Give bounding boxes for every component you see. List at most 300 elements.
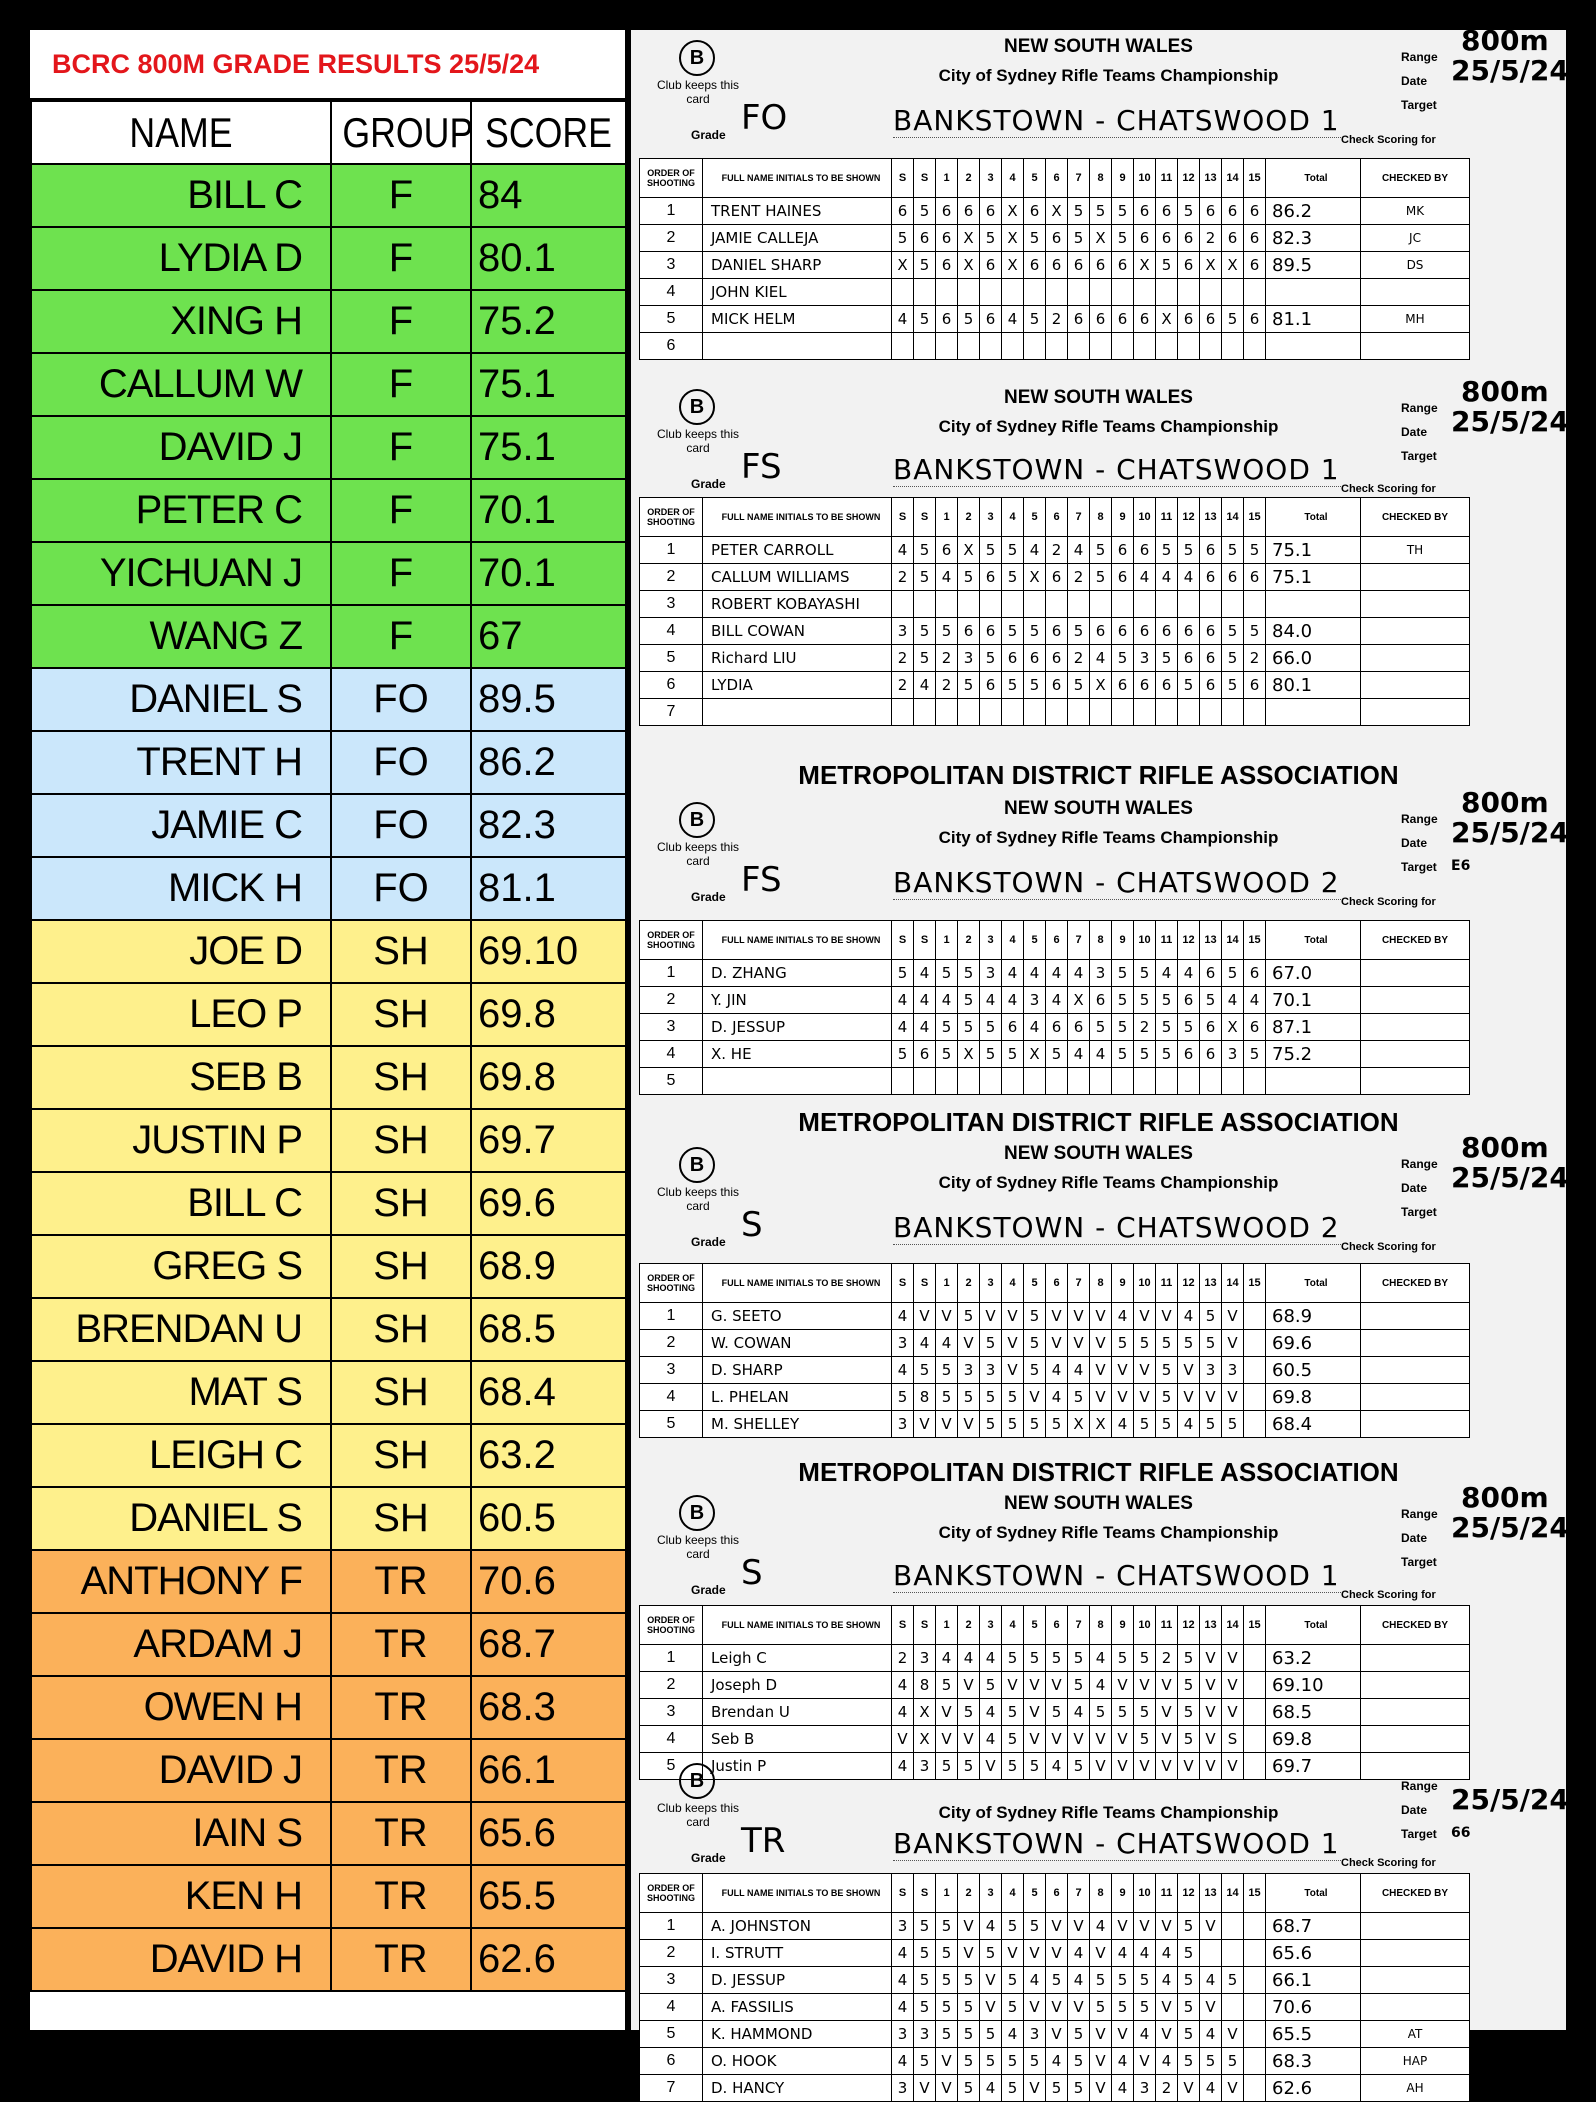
shooter-row [640,2048,1470,2075]
shot-score: 5 [1178,1330,1200,1357]
shot-score: 4 [1068,1357,1090,1384]
shot-score: 5 [1002,2048,1024,2075]
checked-by [1361,1068,1470,1095]
shot-score: X [1090,225,1112,252]
target-value: E6 [1451,858,1471,874]
shot-score: 4 [892,987,914,1014]
shot-score: 5 [1090,198,1112,225]
shot-score [1244,2075,1266,2102]
shot-score: 4 [936,1330,958,1357]
shooter-total: 65.5 [1266,2021,1361,2048]
shooter-order: 2 [640,225,703,252]
shot-score: 5 [1024,2048,1046,2075]
checked-by [1361,1753,1470,1780]
shooter-order: 3 [640,1699,703,1726]
shot-score [958,1068,980,1095]
shot-score: X [1002,225,1024,252]
col-shot: 4 [1002,498,1024,537]
col-shot: S [892,1264,914,1303]
shot-score: V [1068,1726,1090,1753]
shot-score [1046,1068,1068,1095]
shot-score [1046,699,1068,726]
check-scoring-label: Check Scoring for [1341,1241,1436,1253]
shot-score: 5 [1156,645,1178,672]
shot-score: V [1222,2021,1244,2048]
shot-score: 5 [1002,1913,1024,1940]
shot-score: X [958,537,980,564]
result-score: 81.1 [471,857,626,920]
shot-score: 5 [958,2075,980,2102]
result-name: LEIGH C [31,1424,331,1487]
shot-score: X [1156,306,1178,333]
shot-score: 4 [914,1014,936,1041]
grade-label: Grade [691,1235,726,1249]
shot-score: 5 [892,960,914,987]
shot-score [1068,333,1090,360]
shot-score: 6 [1046,225,1068,252]
shooter-row [640,699,1470,726]
score-header-row [640,921,1470,960]
shot-score: V [1156,1303,1178,1330]
result-group: SH [331,1361,471,1424]
state-title: NEW SOUTH WALES [1004,1493,1193,1514]
col-shot: 8 [1090,921,1112,960]
shot-score: V [1090,1357,1112,1384]
shooter-row [640,1384,1470,1411]
shot-score: 4 [892,537,914,564]
shot-score: X [1222,252,1244,279]
shot-score: 3 [1222,1357,1244,1384]
shot-score: 5 [936,1967,958,1994]
shot-score: 4 [1134,564,1156,591]
checked-by [1361,591,1470,618]
shot-score: 6 [1112,252,1134,279]
shot-score [1222,1068,1244,1095]
result-row [31,1298,626,1361]
col-order: ORDER OF SHOOTING [640,1606,703,1645]
shot-score: 5 [1178,2021,1200,2048]
shot-score: 5 [936,1357,958,1384]
shot-score [1244,2048,1266,2075]
shot-score [1002,279,1024,306]
checked-by [1361,1357,1470,1384]
checked-by: AH [1361,2075,1470,2102]
shot-score [1068,699,1090,726]
col-shot: 2 [958,159,980,198]
shot-score: 6 [1134,618,1156,645]
shot-score: 4 [1046,987,1068,1014]
shot-score: 4 [1156,960,1178,987]
col-shot: 12 [1178,1874,1200,1913]
score-header-row [640,1264,1470,1303]
shot-score: 5 [914,1913,936,1940]
shot-score: 4 [980,1726,1002,1753]
shot-score: 6 [1156,225,1178,252]
shooter-order: 5 [640,1068,703,1095]
shot-score: X [1200,252,1222,279]
shot-score: 6 [1112,672,1134,699]
shot-score: 5 [1200,2048,1222,2075]
result-score: 80.1 [471,227,626,290]
shot-score: 5 [1024,618,1046,645]
shot-score: V [1024,1672,1046,1699]
check-scoring-label: Check Scoring for [1341,896,1436,908]
shot-score: 5 [1002,2075,1024,2102]
checked-by [1361,987,1470,1014]
shot-score: 4 [1046,1384,1068,1411]
col-shot: 10 [1134,1606,1156,1645]
shot-score: V [1090,2048,1112,2075]
col-shot: S [892,1874,914,1913]
shot-score: 5 [980,1014,1002,1041]
shot-score: 5 [1068,1753,1090,1780]
shot-score: V [958,1672,980,1699]
shot-score: 5 [980,2021,1002,2048]
result-score: 86.2 [471,731,626,794]
shot-score [936,591,958,618]
shot-score: 4 [892,1672,914,1699]
shot-score: 6 [958,618,980,645]
shot-score: 6 [1200,672,1222,699]
shot-score: 6 [1068,252,1090,279]
col-shot: 2 [958,1606,980,1645]
shooter-total: 75.1 [1266,537,1361,564]
checked-by [1361,1645,1470,1672]
shot-score: 6 [936,537,958,564]
shot-score: 5 [892,225,914,252]
checked-by [1361,672,1470,699]
shot-score: 5 [1002,1699,1024,1726]
col-shot: 6 [1046,1264,1068,1303]
col-order: ORDER OF SHOOTING [640,498,703,537]
shot-score: 5 [1222,960,1244,987]
col-total: Total [1266,159,1361,198]
shooter-order: 5 [640,1411,703,1438]
shooter-name: L. PHELAN [703,1384,892,1411]
result-group: TR [331,1676,471,1739]
score-table [639,1605,1470,1780]
shot-score [892,699,914,726]
col-shot: 7 [1068,1264,1090,1303]
shooter-total: 75.1 [1266,564,1361,591]
shooter-total: 62.6 [1266,2075,1361,2102]
result-score: 68.3 [471,1676,626,1739]
shot-score: 5 [958,1014,980,1041]
shot-score: V [1200,1913,1222,1940]
col-shot: 6 [1046,921,1068,960]
col-shot: 7 [1068,921,1090,960]
col-fullname: FULL NAME INITIALS TO BE SHOWN [703,498,892,537]
shot-score: 5 [1178,1672,1200,1699]
shot-score: 4 [892,1967,914,1994]
shot-score: 4 [980,1913,1002,1940]
shooter-order: 2 [640,1330,703,1357]
result-group: SH [331,1487,471,1550]
col-shot: 3 [980,1874,1002,1913]
score-header-row [640,159,1470,198]
shooter-name: Seb B [703,1726,892,1753]
shot-score: 6 [1024,645,1046,672]
result-score: 75.1 [471,353,626,416]
shot-score: V [1068,1913,1090,1940]
score-table [639,1263,1470,1438]
shooter-order: 6 [640,333,703,360]
result-row [31,290,626,353]
team-name: BANKSTOWN - CHATSWOOD 2 [893,866,1343,900]
shot-score: 5 [1200,1411,1222,1438]
shot-score: V [1002,1672,1024,1699]
shot-score: 5 [1134,987,1156,1014]
shot-score [1244,591,1266,618]
result-row [31,857,626,920]
shot-score: 3 [892,1411,914,1438]
shooter-name: JAMIE CALLEJA [703,225,892,252]
shot-score: X [1046,198,1068,225]
score-header-row [640,1874,1470,1913]
shooter-row [640,537,1470,564]
shot-score [1178,1068,1200,1095]
shot-score: V [936,2075,958,2102]
checked-by: MH [1361,306,1470,333]
date-value: 25/5/24 [1451,816,1569,849]
grade-label: Grade [691,128,726,142]
shot-score: 5 [1134,1726,1156,1753]
shot-score: 5 [936,1994,958,2021]
shot-score: V [1046,1672,1068,1699]
team-name: BANKSTOWN - CHATSWOOD 1 [893,1827,1343,1861]
shot-score: 5 [1134,1330,1156,1357]
shooter-order: 2 [640,564,703,591]
shot-score [914,699,936,726]
shot-score: 3 [892,1330,914,1357]
col-checked: CHECKED BY [1361,1264,1470,1303]
shot-score: V [958,1411,980,1438]
shot-score: 6 [914,1041,936,1068]
shot-score: 6 [1244,225,1266,252]
shot-score: 6 [1222,225,1244,252]
score-table [639,497,1470,726]
shooter-order: 1 [640,1303,703,1330]
shooter-order: 1 [640,198,703,225]
checked-by [1361,645,1470,672]
shot-score: 5 [1178,1699,1200,1726]
col-shot: 5 [1024,159,1046,198]
shot-score [1068,591,1090,618]
shot-score: 5 [1156,1041,1178,1068]
result-row [31,416,626,479]
shot-score: 5 [958,306,980,333]
shot-score: 6 [1046,1014,1068,1041]
shooter-order: 4 [640,1384,703,1411]
championship-title: City of Sydney Rifle Teams Championship [938,1173,1279,1192]
shot-score: 6 [1200,645,1222,672]
shot-score: 6 [1244,252,1266,279]
shot-score: 5 [1178,2048,1200,2075]
shot-score: 3 [1134,645,1156,672]
score-table [639,158,1470,360]
shot-score: 5 [1222,645,1244,672]
col-shot: 1 [936,1874,958,1913]
shot-score: 6 [1244,198,1266,225]
header-name: NAME [54,101,309,164]
shooter-order: 5 [640,1753,703,1780]
col-shot: 7 [1068,1606,1090,1645]
result-name: IAIN S [31,1802,331,1865]
shot-score [892,591,914,618]
shooter-name: X. HE [703,1041,892,1068]
result-name: BILL C [31,1172,331,1235]
state-title: NEW SOUTH WALES [1004,36,1193,57]
result-row [31,164,626,227]
shot-score: 5 [958,1384,980,1411]
shot-score: X [892,252,914,279]
shot-score: 5 [1112,987,1134,1014]
shot-score: 4 [892,1014,914,1041]
range-value: 800m [1461,786,1549,819]
shot-score: V [1112,1726,1134,1753]
col-shot: 3 [980,1264,1002,1303]
shot-score: 4 [914,960,936,987]
shot-score: 3 [892,2021,914,2048]
shot-score [1222,1994,1244,2021]
shot-score: V [1156,2021,1178,2048]
shot-score: 4 [1156,1967,1178,1994]
shooter-name: Y. JIN [703,987,892,1014]
shooter-total: 67.0 [1266,960,1361,987]
shot-score: 4 [892,1940,914,1967]
shot-score: V [1134,1753,1156,1780]
shot-score: 5 [1024,1913,1046,1940]
shot-score: 5 [914,645,936,672]
shot-score: V [1200,1726,1222,1753]
result-name: JOE D [31,920,331,983]
shot-score: 6 [1178,645,1200,672]
col-shot: 6 [1046,1606,1068,1645]
col-shot: 6 [1046,498,1068,537]
shot-score: 5 [1002,537,1024,564]
shot-score: 5 [914,537,936,564]
shooter-total [1266,1068,1361,1095]
shot-score [1200,333,1222,360]
col-shot: 11 [1156,159,1178,198]
shot-score: 3 [1090,960,1112,987]
shooter-row [640,225,1470,252]
shot-score [1134,591,1156,618]
shooter-row [640,1645,1470,1672]
shot-score [1112,699,1134,726]
shot-score [1244,699,1266,726]
shot-score: 6 [1178,987,1200,1014]
shooter-order: 3 [640,252,703,279]
results-body [31,164,626,1991]
shot-score: 3 [980,1357,1002,1384]
shot-score: 6 [980,618,1002,645]
shooter-order: 3 [640,1014,703,1041]
shot-score: 4 [936,564,958,591]
shot-score [1200,699,1222,726]
result-name: TRENT H [31,731,331,794]
shooter-row [640,1726,1470,1753]
col-shot: S [892,159,914,198]
shooter-order: 2 [640,1940,703,1967]
shot-score: 5 [1112,1014,1134,1041]
shooter-total [1266,333,1361,360]
result-score: 66.1 [471,1739,626,1802]
result-group: FO [331,731,471,794]
col-shot: 9 [1112,498,1134,537]
shot-score: 5 [958,1303,980,1330]
shooter-name: D. JESSUP [703,1967,892,1994]
range-label: Range [1401,401,1438,415]
shooter-name: A. JOHNSTON [703,1913,892,1940]
shot-score: 5 [1222,537,1244,564]
shot-score [1244,1913,1266,1940]
shooter-name: Joseph D [703,1672,892,1699]
shot-score: 5 [1244,618,1266,645]
shot-score: 5 [1046,1041,1068,1068]
shot-score: V [1024,1726,1046,1753]
shooter-total: 68.9 [1266,1303,1361,1330]
shot-score [1222,591,1244,618]
shot-score [1244,1330,1266,1357]
shot-score: 5 [1156,1384,1178,1411]
result-row [31,353,626,416]
shot-score: 4 [1046,1753,1068,1780]
club-keeps-label: Club keeps this card [656,1801,740,1829]
shooter-name [703,333,892,360]
col-shot: 9 [1112,921,1134,960]
shot-score: V [1156,1753,1178,1780]
shot-score: 6 [1200,564,1222,591]
shot-score: 5 [1024,1645,1046,1672]
shot-score: 5 [1178,1994,1200,2021]
shot-score: 5 [980,225,1002,252]
shot-score: 2 [1244,645,1266,672]
shot-score [914,591,936,618]
shot-score: 4 [1068,960,1090,987]
result-group: F [331,164,471,227]
shooter-row [640,1330,1470,1357]
col-checked: CHECKED BY [1361,1606,1470,1645]
shot-score: 3 [958,645,980,672]
result-row [31,1046,626,1109]
shot-score: 6 [1178,1041,1200,1068]
result-name: JAMIE C [31,794,331,857]
shooter-order: 3 [640,1357,703,1384]
shot-score: 5 [1178,1645,1200,1672]
col-shot: 9 [1112,1606,1134,1645]
checked-by [1361,1041,1470,1068]
shot-score: 5 [1068,2021,1090,2048]
result-name: JUSTIN P [31,1109,331,1172]
checked-by: AT [1361,2021,1470,2048]
shooter-row [640,306,1470,333]
shot-score: 4 [1068,1940,1090,1967]
shot-score: 5 [936,1913,958,1940]
shot-score: 8 [914,1672,936,1699]
club-keeps-label: Club keeps this card [656,840,740,868]
shot-score: 5 [1068,1645,1090,1672]
shot-score [892,279,914,306]
col-shot: 4 [1002,1874,1024,1913]
result-score: 63.2 [471,1424,626,1487]
score-cards-panel [631,24,1569,2099]
shooter-row [640,1411,1470,1438]
shot-score: 6 [980,306,1002,333]
shot-score: 5 [1112,960,1134,987]
shooter-order: 1 [640,1645,703,1672]
shot-score: 5 [1156,537,1178,564]
